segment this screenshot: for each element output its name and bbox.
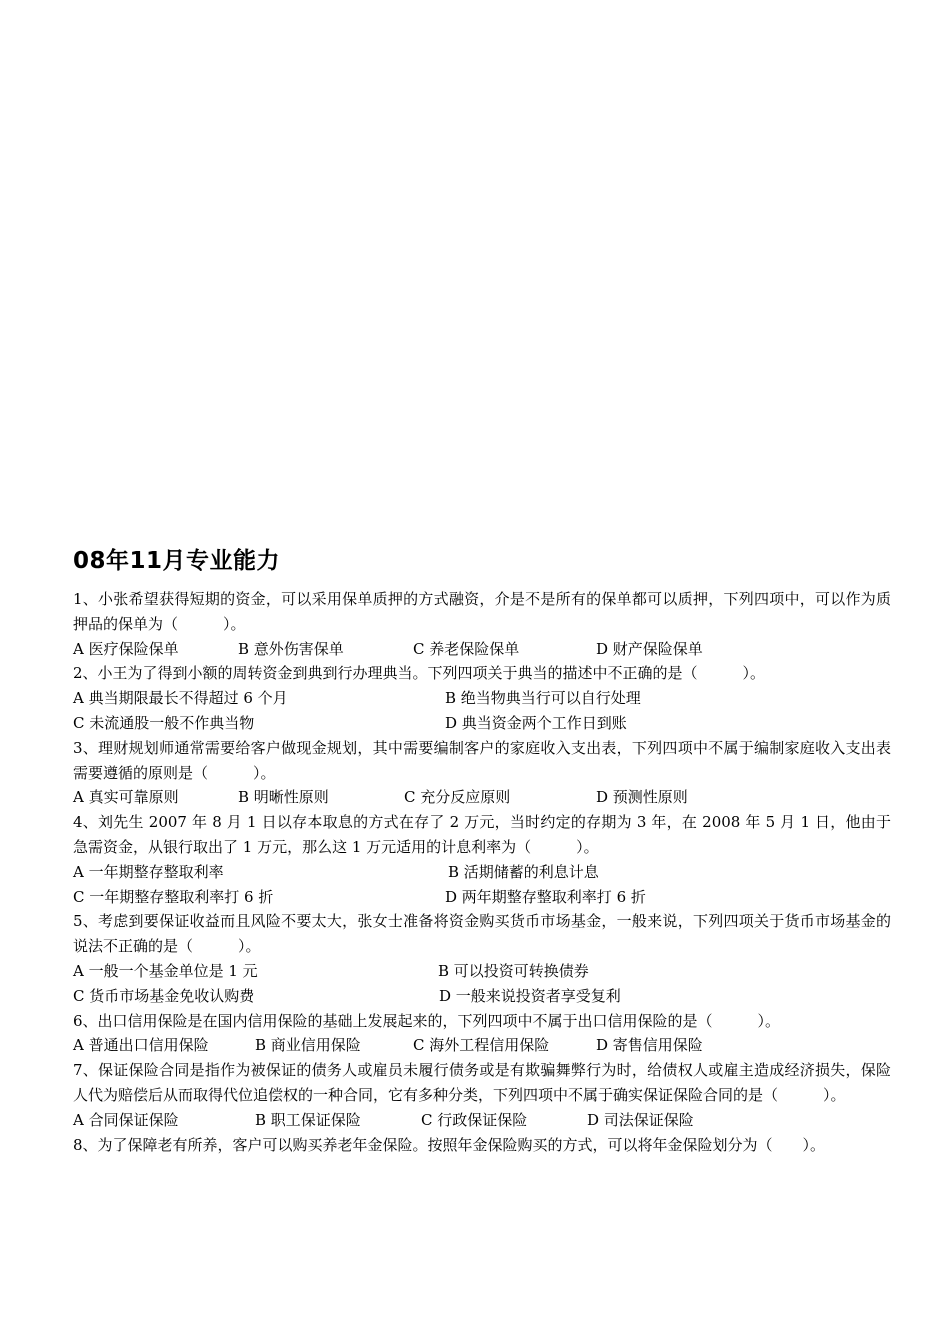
option-a: A 真实可靠原则 <box>73 788 179 807</box>
question-6-text: 6、出口信用保险是在国内信用保险的基础上发展起来的，下列四项中不属于出口信用保险的是（ ）。 <box>73 1011 781 1030</box>
option-b: B 绝当物典当行可以自行处理 <box>445 689 641 708</box>
question-6-options <box>73 1033 891 1058</box>
question-3-options <box>73 785 891 810</box>
option-b: B 商业信用保险 <box>255 1036 361 1055</box>
option-d: D 典当资金两个工作日到账 <box>445 713 627 732</box>
option-c: C 未流通股一般不作典当物 <box>73 713 255 732</box>
option-c: C 货币市场基金免收认购费 <box>73 986 255 1005</box>
question-1-text: 1、小张希望获得短期的资金，可以采用保单质押的方式融资，介是不是所有的保单都可以质押，下列四项中，可以作为质押品的保单为（ ）。 <box>73 590 891 633</box>
option-d: D 一般来说投资者享受复利 <box>439 986 621 1005</box>
option-b: B 活期储蓄的利息计息 <box>448 862 599 881</box>
option-d: D 两年期整存整取利率打 6 折 <box>445 887 646 906</box>
option-c: C 行政保证保险 <box>421 1110 528 1129</box>
question-4-options-row-2 <box>73 885 891 910</box>
option-b: B 明晰性原则 <box>238 788 329 807</box>
option-a: A 普通出口信用保险 <box>73 1036 209 1055</box>
question-2-text: 2、小王为了得到小额的周转资金到典到行办理典当。下列四项关于典当的描述中不正确的是（ ）。 <box>73 664 766 683</box>
option-c: C 海外工程信用保险 <box>413 1036 550 1055</box>
question-2-options-row-1 <box>73 686 891 711</box>
document-content <box>73 545 891 1157</box>
question-4-options-row-1 <box>73 860 891 885</box>
option-a: A 典当期限最长不得超过 6 个月 <box>73 689 288 708</box>
option-a: A 医疗保险保单 <box>73 639 179 658</box>
question-8-text: 8、为了保障老有所养，客户可以购买养老年金保险。按照年金保险购买的方式，可以将年金保险划分为（ ）。 <box>73 1135 826 1154</box>
option-c: C 一年期整存整取利率打 6 折 <box>73 887 274 906</box>
option-a: A 一般一个基金单位是 1 元 <box>73 961 258 980</box>
question-2-options-row-2 <box>73 711 891 736</box>
option-a: A 一年期整存整取利率 <box>73 862 224 881</box>
option-d: D 预测性原则 <box>596 788 688 807</box>
option-a: A 合同保证保险 <box>73 1110 179 1129</box>
option-b: B 职工保证保险 <box>255 1110 361 1129</box>
question-7-text: 7、保证保险合同是指作为被保证的债务人或雇员未履行债务或是有欺骗舞弊行为时，给债权人或雇主造成经济损失，保险人代为赔偿后从而取得代位追偿权的一种合同，它有多种分类，下列四项中不属于确实保证保险合同的是（ ）。 <box>73 1061 891 1104</box>
option-d: D 财产保险保单 <box>596 639 703 658</box>
option-b: B 意外伤害保单 <box>238 639 344 658</box>
option-c: C 充分反应原则 <box>404 788 511 807</box>
question-7-options <box>73 1108 891 1133</box>
option-c: C 养老保险保单 <box>413 639 520 658</box>
question-5-options-row-2 <box>73 984 891 1009</box>
option-d: D 司法保证保险 <box>587 1110 694 1129</box>
document-title: 08年11月专业能力 <box>73 548 281 574</box>
option-b: B 可以投资可转换债券 <box>438 961 589 980</box>
question-5-text: 5、考虑到要保证收益而且风险不要太大，张女士准备将资金购买货币市场基金，一般来说，下列四项关于货币市场基金的说法不正确的是（ ）。 <box>73 912 891 956</box>
question-3-text: 3、理财规划师通常需要给客户做现金规划，其中需要编制客户的家庭收入支出表，下列四项中不属于编制家庭收入支出表需要遵循的原则是（ ）。 <box>73 738 891 782</box>
option-d: D 寄售信用保险 <box>596 1036 703 1055</box>
question-4-text: 4、刘先生 2007 年 8 月 1 日以存本取息的方式在存了 2 万元，当时约定的存期为 3 年，在 2008 年 5 月 1 日，他由于急需资金，从银行取出了 1 万元，那么这 1 万元适用的计息利率为（ ）。 <box>73 813 891 856</box>
question-1-options <box>73 637 891 662</box>
question-5-options-row-1 <box>73 959 891 984</box>
